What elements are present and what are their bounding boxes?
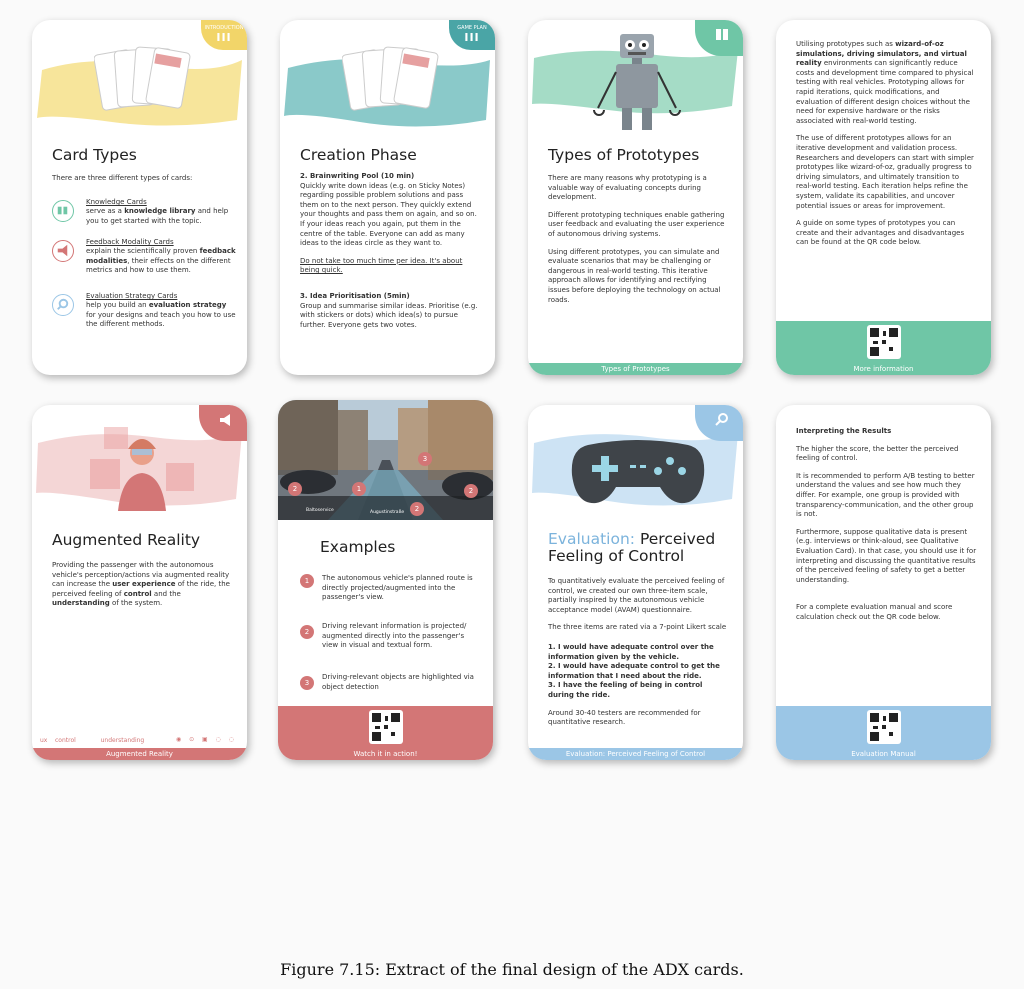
robot-illustration xyxy=(592,30,682,140)
card-footer: Evaluation Manual xyxy=(776,706,991,760)
step-text: Group and summarise similar ideas. Prioritise (e.g. with stickers or dots) which idea(s) to pursue further. Everyone gets two votes. xyxy=(300,301,478,329)
example-text: The autonomous vehicle's planned route is directly projected/augmented into the passenger's view. xyxy=(322,574,473,602)
modality-icons: ◉ ⊙ ▣ ◌ ◌ xyxy=(175,736,237,743)
card-title: Evaluation: Perceived Feeling of Control xyxy=(548,530,716,565)
card-footer: Augmented Reality xyxy=(32,748,247,760)
card-title: Examples xyxy=(320,538,396,556)
example-number: 3 xyxy=(300,676,314,690)
step-text: Quickly write down ideas (e.g. on Sticky Notes) regarding possible problem solutions and pass them on to the next person. They quickly extend your thoughts and pass them on again, and so on. If your ideas reach you again, put them in the centre of the table. Everyone can add as many ideas to the ideas circle as they want to. xyxy=(300,181,477,248)
types-of-prototypes-card xyxy=(528,20,743,375)
step-note: Do not take too much time per idea. It's about being quick. xyxy=(300,256,463,275)
metrics-bar xyxy=(40,737,239,744)
card-type-knowledge: Knowledge Cards serve as a knowledge library and help you to get started with the topic. xyxy=(52,198,237,244)
example-number: 1 xyxy=(300,574,314,588)
item-name: Evaluation Strategy Cards xyxy=(86,292,178,300)
street-scene-photo xyxy=(278,400,493,520)
figure-caption: Figure 7.15: Extract of the final design of the ADX cards. xyxy=(280,960,744,979)
prototypes-info-card xyxy=(776,20,991,375)
ar-marker: 2 xyxy=(410,502,424,516)
card-title: Augmented Reality xyxy=(52,531,201,549)
section-tag: INTRODUCTION III xyxy=(201,20,247,50)
ar-marker: 2 xyxy=(288,482,302,496)
example-text: Driving relevant information is projected/ augmented directly into the passenger's view in visual and textual form. xyxy=(322,622,467,650)
card-body: Providing the passenger with the autonomous vehicle's perception/actions via augmented reality can increase the user experience of the ride, the perceived feeling of control and the understanding of the system. xyxy=(52,561,230,608)
ar-marker: 2 xyxy=(464,484,478,498)
ar-person-illustration xyxy=(82,419,202,519)
card-type-feedback-modality: Feedback Modality Cards explain the scientifically proven feedback modalities, their effects on the different metrics and how to use them. xyxy=(52,238,237,284)
card-intro: There are three different types of cards: xyxy=(52,174,193,182)
magnifier-icon xyxy=(713,411,731,429)
step-heading: 3. Idea Prioritisation (5min) xyxy=(300,291,410,300)
magnifier-icon xyxy=(52,294,74,316)
card-title: Creation Phase xyxy=(300,146,417,164)
card-footer: Types of Prototypes xyxy=(528,363,743,375)
card-stack-illustration xyxy=(94,42,194,122)
book-icon xyxy=(713,26,731,44)
street-label-center: Augustinstraße xyxy=(370,510,405,515)
examples-card xyxy=(278,400,493,760)
card-body: To quantitatively evaluate the perceived feeling of control, we created our own three-item scale, partially inspired by the autonomous vehicle acceptance model (AVAM) questionnaire. The three items are rated via a 7-point Likert scale 1. I would have adequate control over the information given by the vehicle. 2. I would have adequate control to get the information that I need about the ride. 3. I have the feeling of being in control during the ride. Around 30-40 testers are recommended for quantitative research. xyxy=(548,577,729,736)
ar-marker: 3 xyxy=(418,452,432,466)
metric-understanding: understanding xyxy=(100,737,145,744)
card-body: Interpreting the Results The higher the score, the better the perceived feeling of control. It is recommended to perform A/B testing to better understand the values and see how much they differ. For example, one group is provided with transparency-communication, and the other group is not. Furthermore, suppose qualitative data is present (e.g. interviews or think-aloud, see Qualitative Evaluation Card). In that case, you should use it for interpreting and discussing the quantitative results of the perceived feeling of safety to get a better understanding. For a complete evaluation manual and score calculation check out the QR code below. xyxy=(796,427,977,621)
card-title: Card Types xyxy=(52,146,137,164)
book-icon xyxy=(52,200,74,222)
card-title: Types of Prototypes xyxy=(548,146,700,164)
ar-marker: 1 xyxy=(352,482,366,496)
step-heading: 2. Brainwriting Pool (10 min) xyxy=(300,172,415,180)
evaluation-control-card xyxy=(528,405,743,760)
example-text: Driving-relevant objects are highlighted via object detection xyxy=(322,673,474,691)
likert-item: 1. I would have adequate control over the information given by the vehicle. xyxy=(548,642,714,661)
megaphone-icon xyxy=(217,411,235,429)
card-footer: Evaluation: Perceived Feeling of Control xyxy=(528,748,743,760)
item-name: Knowledge Cards xyxy=(86,198,147,206)
metric-ux: ux xyxy=(40,737,48,744)
card-body: There are many reasons why prototyping is a valuable way of evaluating concepts during development. Different prototyping techniques enable gathering user feedback and evaluating the user experience of autonomous driving systems. Using different prototypes, you can simulate and evaluate scenarios that may be challenging or dangerous in real-world testing. This iterative approach allows for identifying and rectifying issues before deploying the technology on actual roads. xyxy=(548,174,725,304)
card-stack-illustration xyxy=(342,42,442,122)
card-body: Utilising prototypes such as wizard-of-oz simulations, driving simulators, and virtual reality environments can significantly reduce costs and development time compared to physical testing with real vehicles. Prototyping allows for rapid iterations, quick modifications, and evaluation of different design choices without the need for expensive hardware or the risks associated with real-world testing. The use of different prototypes allows for an iterative development and validation process. Researchers and developers can start with simpler prototypes like wizard-of-oz, gradually progress to driving simulators, and ultimately transition to real-world testing. Each iteration helps refine the system, validate its capabilities, and uncover potential issues or areas for improvement. A guide on some types of prototypes you can create and their advantages and disadvantages can be found at the QR code below. xyxy=(796,40,974,247)
likert-item: 2. I would have adequate control to get the information that I need about the ride. xyxy=(548,662,720,680)
street-label-left: Baltoservice xyxy=(306,508,334,513)
gamepad-illustration xyxy=(568,435,708,511)
qr-code[interactable] xyxy=(867,325,901,359)
interpreting-results-card xyxy=(776,405,991,760)
section-tag: GAME PLAN III xyxy=(449,20,495,50)
creation-phase-card xyxy=(280,20,495,375)
item-name: Feedback Modality Cards xyxy=(86,238,174,246)
likert-item: 3. I have the feeling of being in control during the ride. xyxy=(548,681,703,699)
qr-code[interactable] xyxy=(369,710,403,744)
card-footer: More information xyxy=(776,321,991,375)
metric-control: control xyxy=(55,737,76,744)
example-number: 2 xyxy=(300,625,314,639)
card-body xyxy=(300,172,481,338)
augmented-reality-card xyxy=(32,405,247,760)
megaphone-icon xyxy=(52,240,74,262)
card-types-card xyxy=(32,20,247,375)
section-heading: Interpreting the Results xyxy=(796,427,892,435)
card-footer: Watch it in action! xyxy=(278,706,493,760)
card-type-evaluation-strategy: Evaluation Strategy Cards help you build an evaluation strategy for your designs and teach you how to use the different methods. xyxy=(52,292,237,338)
qr-code[interactable] xyxy=(867,710,901,744)
